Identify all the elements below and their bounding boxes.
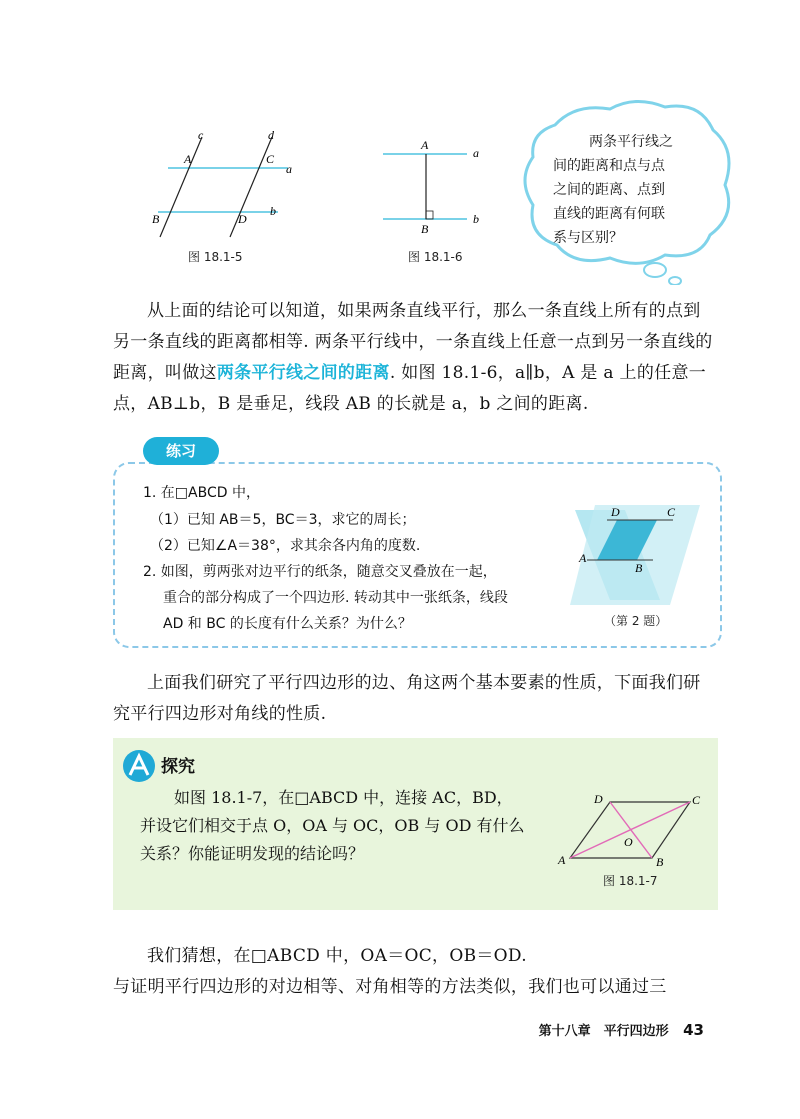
label-D: D [611, 505, 620, 519]
explore-fig-caption: 图 18.1-7 [603, 874, 658, 888]
label-a: a [473, 146, 479, 160]
label-c: c [198, 128, 204, 142]
exercise-tab: 练习 [143, 437, 219, 465]
text-span: 距离，叫做这 [113, 363, 217, 383]
text-line: 我们猜想，在□ABCD 中，OA＝OC，OB＝OD. [147, 946, 527, 966]
text-line: 并设它们相交于点 O，OA 与 OC，OB 与 OD 有什么 [140, 816, 525, 835]
paragraph-diagonals-intro [113, 668, 728, 730]
label-A: A [184, 152, 192, 166]
cloud-line: 之间的距离、点到 [553, 182, 665, 198]
label-O: O [624, 835, 633, 849]
paragraph-distance [113, 296, 728, 420]
exercise-item: 2. 如图，剪两张对边平行的纸条，随意交叉叠放在一起， [143, 564, 497, 580]
chapter-title: 第十八章 平行四边形 [538, 1024, 669, 1039]
label-C: C [692, 793, 701, 807]
label-a: a [286, 162, 292, 176]
explore-text [140, 784, 560, 868]
label-d: d [268, 128, 274, 142]
exercise-item: AD 和 BC 的长度有什么关系？为什么？ [163, 616, 412, 632]
text-line: 关系？你能证明发现的结论吗？ [140, 844, 365, 863]
cloud-line: 系与区别？ [553, 230, 623, 246]
text-line: 上面我们研究了平行四边形的边、角这两个基本要素的性质，下面我们研 [147, 673, 701, 693]
label-b: b [473, 212, 479, 226]
text-span: . 如图 18.1-6， [389, 363, 516, 383]
figure-18-1-7 [552, 790, 712, 870]
exercise-item: 1. 在□ABCD 中， [143, 485, 260, 501]
text-line: 从上面的结论可以知道，如果两条直线平行，那么一条直线上所有的点到 [147, 301, 701, 321]
cloud-text [553, 130, 703, 250]
label-A: A [579, 551, 587, 565]
label-D: D [594, 792, 603, 806]
exercise-item: （1）已知 AB＝5，BC＝3，求它的周长； [150, 512, 416, 528]
label-D: D [238, 212, 247, 226]
explore-title: 探究 [161, 757, 195, 777]
page-number: 43 [683, 1021, 704, 1039]
page-footer [539, 1020, 704, 1039]
label-B: B [421, 222, 429, 236]
label-b: b [270, 204, 276, 218]
paragraph-conjecture [113, 941, 728, 1003]
text-line: 另一条直线的距离都相等. 两条平行线中，一条直线上任意一点到另一条直线的 [113, 332, 713, 352]
cloud-line: 两条平行线之 [589, 134, 673, 150]
text-line: 与证明平行四边形的对边相等、对角相等的方法类似，我们也可以通过三 [113, 977, 667, 997]
exercise-item: （2）已知∠A＝38°，求其余各内角的度数. [150, 538, 421, 554]
cloud-line: 间的距离和点与点 [553, 158, 665, 174]
figure-18-1-5 [140, 125, 310, 265]
text-line: 究平行四边形对角线的性质. [113, 704, 327, 724]
label-C: C [667, 505, 676, 519]
label-A: A [421, 138, 429, 152]
label-B: B [635, 561, 643, 575]
definition-term: 两条平行线之间的距离 [216, 363, 390, 383]
exercise-item: 重合的部分构成了一个四边形. 转动其中一张纸条，线段 [163, 590, 508, 606]
figure-18-1-6 [375, 130, 505, 240]
label-B: B [656, 855, 664, 869]
text-line: 如图 18.1-7，在□ABCD 中，连接 AC，BD， [174, 788, 513, 807]
paper-strips-figure [565, 490, 705, 620]
fig6-caption: 图 18.1-6 [408, 250, 463, 264]
label-A: A [558, 853, 566, 867]
fig5-caption: 图 18.1-5 [188, 250, 243, 264]
text-line [113, 358, 728, 389]
label-B: B [152, 212, 160, 226]
exercise-fig-caption: （第 2 题） [604, 614, 668, 628]
cloud-line: 直线的距离有何联 [553, 206, 665, 222]
text-line: 点，AB⊥b，B 是垂足，线段 AB 的长就是 a，b 之间的距离. [113, 394, 589, 414]
explore-logo-icon [121, 748, 157, 784]
text-span: a∥b，A 是 a 上的任意一 [515, 363, 707, 383]
label-C: C [266, 152, 275, 166]
